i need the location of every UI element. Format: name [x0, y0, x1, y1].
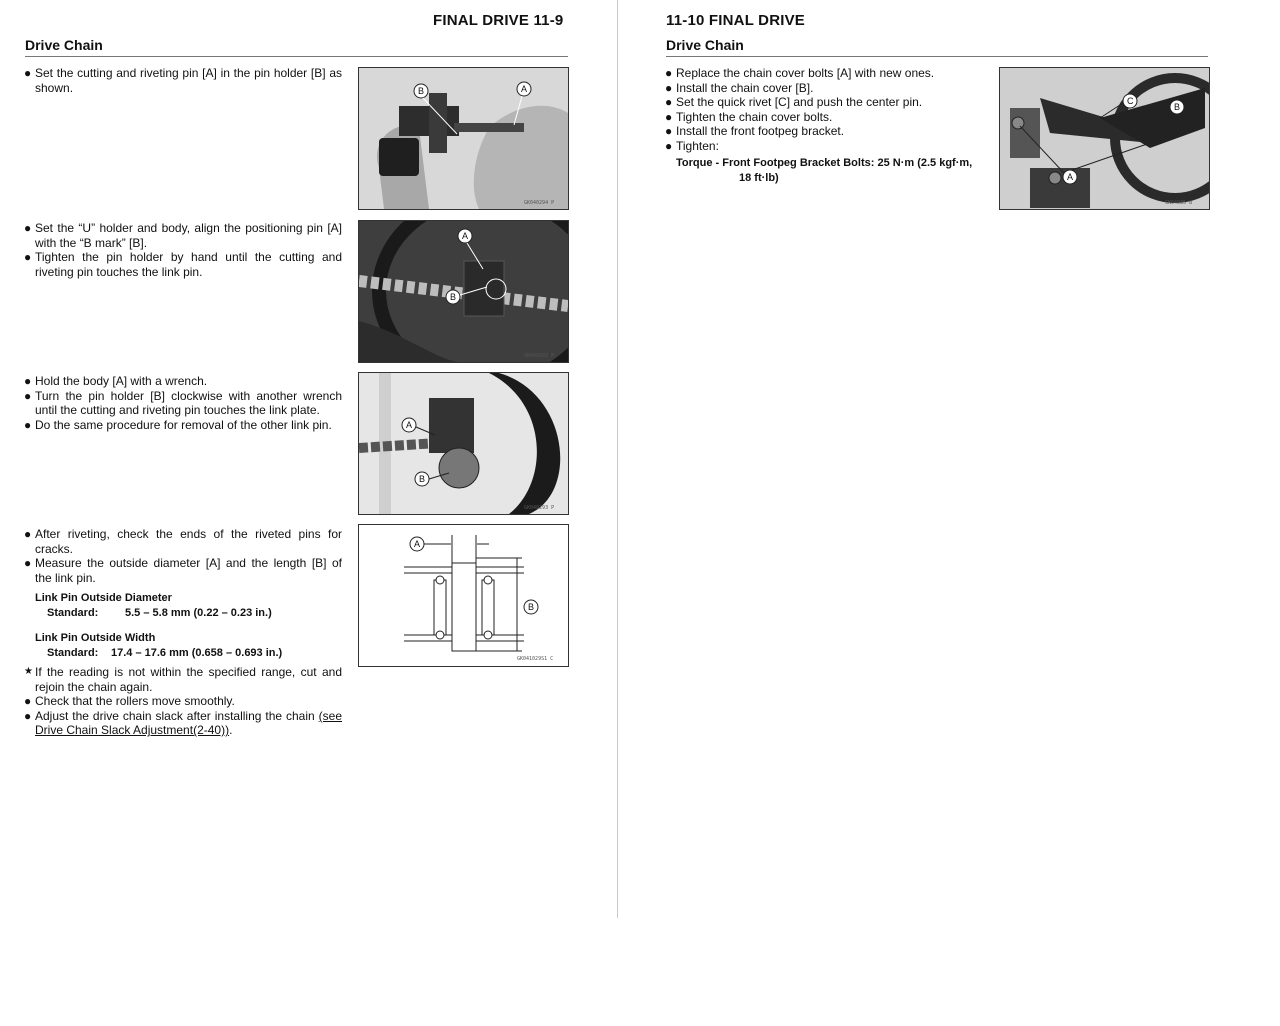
spec-title: Link Pin Outside Width	[35, 632, 156, 644]
list-item: ● Hold the body [A] with a wrench.	[24, 374, 208, 388]
spec-link-pin-diameter	[35, 591, 272, 621]
callout-a: A	[521, 84, 528, 94]
torque-line-2: 18 ft·lb)	[739, 172, 779, 184]
left-bullets-4	[24, 527, 342, 585]
figure-pin-holder-photo	[358, 67, 569, 210]
bullet-icon: ●	[24, 66, 32, 80]
left-bullets-1	[24, 66, 342, 95]
figure-code: GK040292 P	[524, 353, 555, 359]
list-item: ● Check that the rollers move smoothly.	[24, 694, 235, 709]
callout-b: B	[1174, 102, 1181, 112]
list-item: ● Adjust the drive chain slack after installing the chain (see Drive Chain Slack Adjustment(2-40)).	[24, 708, 342, 738]
right-page-header: 11-10 FINAL DRIVE	[666, 12, 806, 29]
list-item: ● Turn the pin holder [B] clockwise with another wrench until the cutting and riveting pin touches the link plate.	[24, 388, 342, 418]
callout-a: A	[462, 231, 469, 241]
left-bullets-2	[24, 221, 342, 279]
callout-a: A	[414, 539, 421, 549]
list-item: ● Set the quick rivet [C] and push the center pin.	[665, 95, 923, 110]
bullet-icon: ●	[24, 556, 32, 571]
left-page-header: FINAL DRIVE 11-9	[433, 12, 564, 29]
bullet-icon: ●	[665, 66, 673, 80]
chain-cover-illustration	[1000, 68, 1209, 209]
figure-code: GK04035 B	[1165, 200, 1193, 206]
left-section-rule	[25, 56, 568, 57]
list-item: ● Install the chain cover [B].	[665, 80, 814, 95]
u-holder-illustration	[359, 221, 568, 362]
pin-holder-illustration	[359, 68, 568, 209]
left-bullets-5	[24, 665, 342, 738]
spec-value: 5.5 – 5.8 mm (0.22 – 0.23 in.)	[125, 607, 272, 619]
figure-wrench-photo	[358, 372, 569, 515]
list-item: ● Tighten the pin holder by hand until the cutting and riveting pin touches the link pin.	[24, 250, 342, 279]
bullet-icon: ●	[24, 527, 32, 541]
bullet-icon: ●	[24, 374, 32, 388]
torque-spec	[676, 156, 972, 186]
list-item: ● Set the “U” holder and body, align the positioning pin [A] with the “B mark” [B].	[24, 221, 342, 250]
left-section-title: Drive Chain	[25, 37, 103, 53]
callout-a: A	[406, 420, 413, 430]
callout-b: B	[528, 602, 535, 612]
bullet-icon: ●	[24, 250, 32, 265]
right-section-title: Drive Chain	[666, 37, 744, 53]
list-item: ★ If the reading is not within the specified range, cut and rejoin the chain again.	[24, 665, 342, 694]
bullet-icon: ●	[24, 417, 32, 432]
list-item: ● Measure the outside diameter [A] and the length [B] of the link pin.	[24, 556, 342, 585]
callout-b: B	[450, 292, 457, 302]
page-divider	[617, 0, 618, 918]
figure-code: GK040293 P	[524, 505, 555, 511]
spec-value: 17.4 – 17.6 mm (0.658 – 0.693 in.)	[111, 647, 283, 659]
figure-code: GK041029S1 C	[517, 656, 554, 662]
figure-code: GK040294 P	[524, 200, 555, 206]
callout-a: A	[1067, 172, 1074, 182]
list-item: ● Install the front footpeg bracket.	[665, 124, 845, 139]
bullet-icon: ●	[24, 221, 32, 235]
bullet-icon: ●	[665, 80, 673, 95]
bullet-icon: ●	[665, 95, 673, 110]
list-item: ● Do the same procedure for removal of the other link pin.	[24, 417, 332, 432]
spec-label: Standard:	[47, 607, 99, 619]
bullet-icon: ●	[665, 109, 673, 124]
spec-link-pin-width	[35, 631, 282, 661]
wrench-illustration	[359, 373, 568, 514]
list-item: ● Replace the chain cover bolts [A] with new ones.	[665, 66, 935, 80]
link-pin-diagram	[359, 525, 568, 666]
right-bullets	[665, 66, 985, 154]
figure-chain-cover-photo	[999, 67, 1210, 210]
list-item: ● Set the cutting and riveting pin [A] in the pin holder [B] as shown.	[24, 66, 342, 95]
bullet-icon: ●	[665, 124, 673, 139]
bullet-icon: ●	[665, 138, 673, 153]
list-item: ● Tighten the chain cover bolts.	[665, 109, 833, 124]
callout-b: B	[419, 474, 426, 484]
figure-u-holder-photo	[358, 220, 569, 363]
figure-link-pin-diagram	[358, 524, 569, 667]
right-section-rule	[666, 56, 1208, 57]
slack-adjustment-link[interactable]: (see Drive Chain Slack Adjustment(2-40))	[35, 708, 342, 738]
torque-line-1: Torque - Front Footpeg Bracket Bolts: 25 N·m (2.5 kgf·m,	[676, 157, 973, 169]
list-item: ● After riveting, check the ends of the riveted pins for cracks.	[24, 527, 342, 556]
left-bullets-3	[24, 374, 342, 432]
star-icon: ★	[24, 666, 33, 677]
spec-title: Link Pin Outside Diameter	[35, 592, 172, 604]
bullet-icon: ●	[24, 694, 32, 709]
bullet-icon: ●	[24, 708, 32, 723]
bullet-icon: ●	[24, 388, 32, 403]
callout-b: B	[418, 86, 425, 96]
callout-c: C	[1127, 96, 1134, 106]
spec-label: Standard:	[47, 647, 99, 659]
list-item: ● Tighten:	[665, 138, 719, 153]
